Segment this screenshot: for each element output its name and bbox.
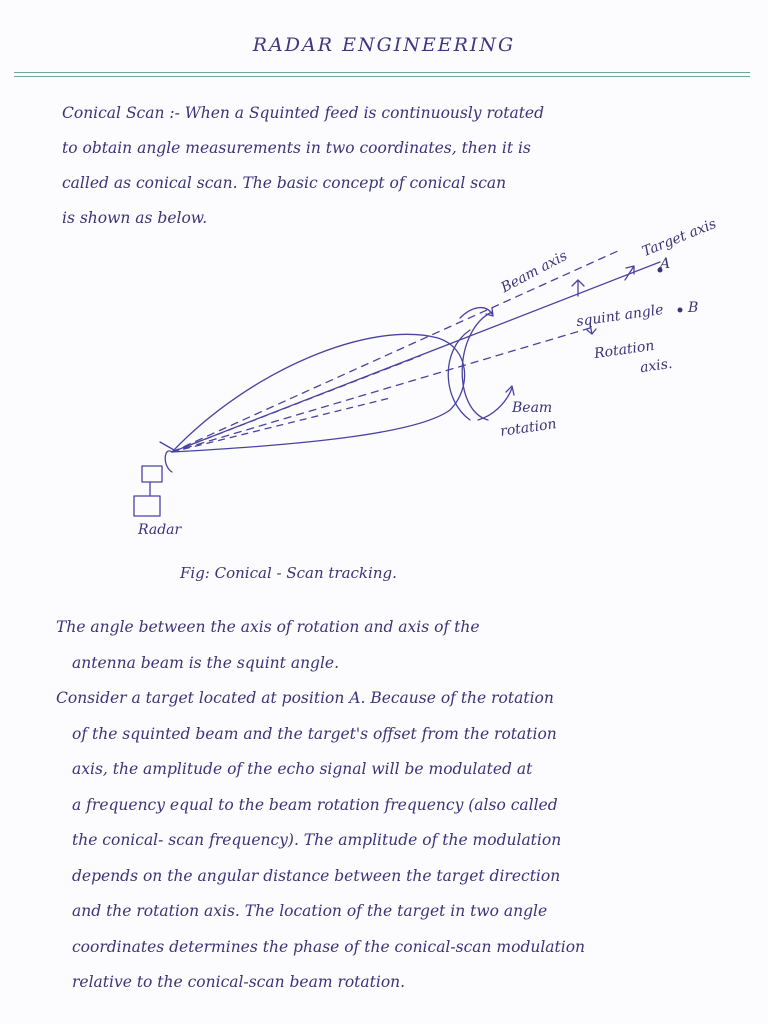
point-a-label: A	[660, 256, 671, 272]
header-rule-top	[14, 72, 750, 73]
squint-angle-label: squint angle	[575, 301, 665, 331]
rotation-axis-label: axis.	[639, 355, 674, 377]
intro-line: to obtain angle measurements in two coordinates, then it is	[62, 139, 531, 157]
body-line: of the squinted beam and the target's offset from the rotation	[72, 724, 557, 743]
body-paragraph	[56, 610, 756, 1001]
radar-feed	[165, 451, 172, 472]
body-line: relative to the conical-scan beam rotation.	[72, 973, 406, 991]
beam-rotation-arrow-bottom	[478, 388, 512, 420]
conical-scan-figure	[120, 215, 760, 550]
radar-head	[142, 466, 162, 482]
radar-label: Radar	[138, 522, 182, 538]
header-rule-bottom	[14, 76, 750, 77]
intro-line: is shown as below.	[62, 209, 208, 227]
intro-line: called as conical scan. The basic concept of conical scan	[62, 174, 507, 192]
target-point-b	[678, 308, 683, 313]
body-line: and the rotation axis. The location of the target in two angle	[72, 902, 548, 920]
scan-circle-right-arc	[462, 312, 492, 420]
rotation-axis-label: Rotation	[593, 337, 656, 363]
body-line: a frequency equal to the beam rotation frequency (also called	[72, 795, 558, 814]
beam-rotation-label: Beam	[512, 400, 553, 416]
intro-line: Conical Scan :- When a Squinted feed is continuously rotated	[62, 104, 545, 122]
intro-paragraph	[62, 96, 758, 236]
body-line: depends on the angular distance between the target direction	[72, 866, 561, 885]
body-line: axis, the amplitude of the echo signal will be modulated at	[72, 760, 533, 778]
body-line: the conical- scan frequency). The amplitude of the modulation	[72, 831, 562, 849]
point-b-label: B	[688, 300, 699, 316]
beam-rotation-label: rotation	[499, 416, 558, 440]
page-title: RADAR ENGINEERING	[252, 34, 516, 56]
figure-caption: Fig: Conical - Scan tracking.	[180, 564, 397, 582]
body-line: Consider a target located at position A. Because of the rotation	[56, 689, 554, 707]
beam-rotation-arrow-top	[460, 308, 492, 318]
radar-pedestal	[134, 496, 160, 516]
beam-axis-label: Beam axis	[498, 247, 571, 297]
target-axis-label: Target axis	[639, 215, 719, 261]
body-line: The angle between the axis of rotation and axis of the	[56, 618, 480, 636]
body-line: coordinates determines the phase of the conical-scan modulation	[72, 937, 586, 956]
body-line: antenna beam is the squint angle.	[72, 653, 340, 672]
